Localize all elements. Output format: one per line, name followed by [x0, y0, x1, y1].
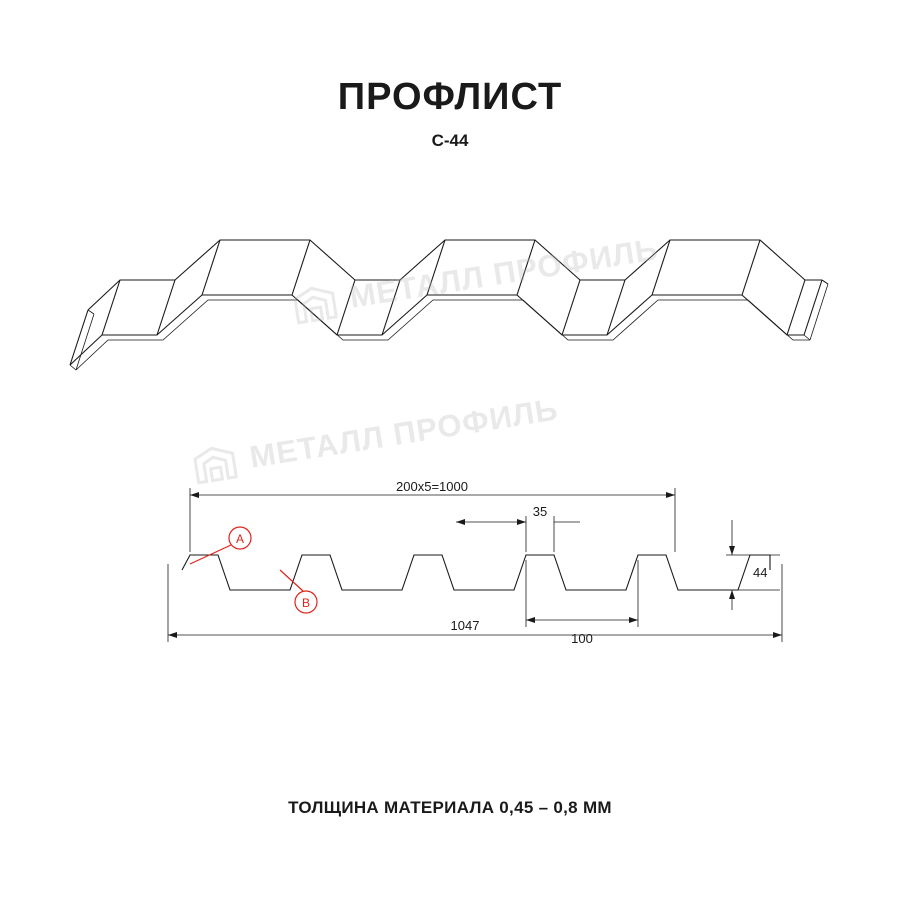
page-title: ПРОФЛИСТ [337, 76, 563, 118]
dim-total-width: 1047 [450, 618, 480, 633]
product-model: С-44 [431, 131, 469, 150]
cross-section-profile [120, 460, 820, 690]
material-thickness-note: ТОЛЩИНА МАТЕРИАЛА 0,45 – 0,8 ММ [288, 798, 612, 817]
callout-label-a: A [235, 532, 245, 546]
watermark-text: МЕТАЛЛ ПРОФИЛЬ [347, 231, 662, 315]
dim-rib-pitch: 100 [571, 631, 593, 646]
watermark-text: МЕТАЛЛ ПРОФИЛЬ [247, 391, 562, 475]
dim-rib-top: 35 [532, 504, 548, 519]
dim-height: 44 [753, 565, 768, 580]
isometric-profile-sheet [60, 215, 850, 415]
dim-useful-width: 200х5=1000 [396, 479, 468, 494]
callout-label-b: B [301, 596, 311, 610]
